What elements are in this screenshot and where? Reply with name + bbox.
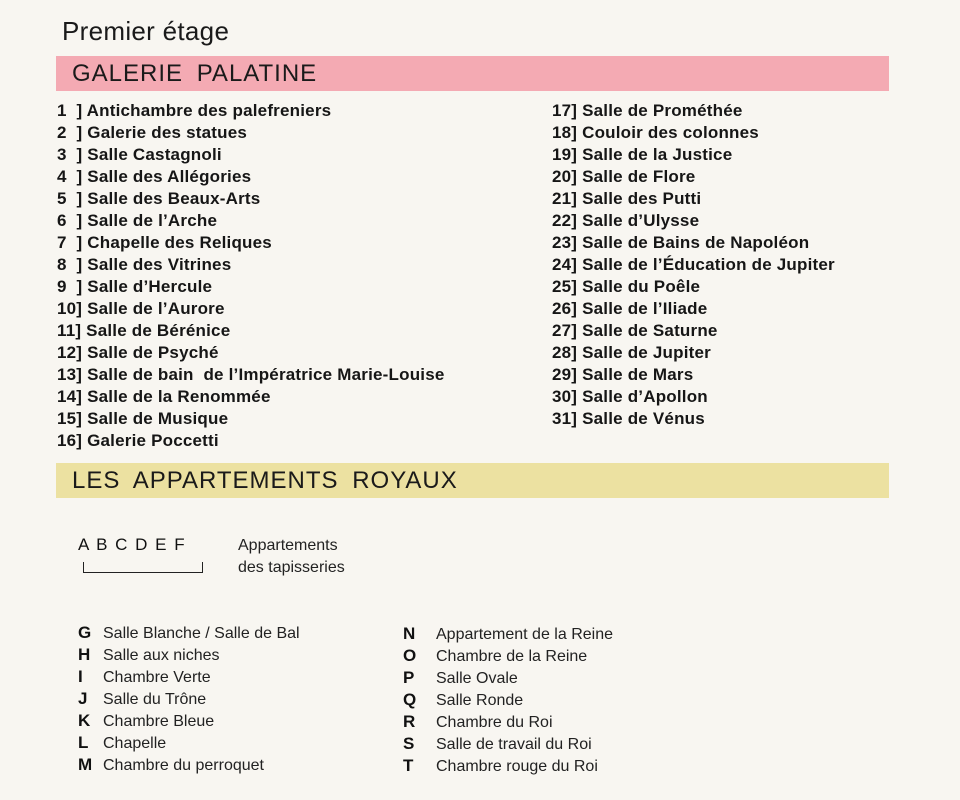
apartment-letter: H [78, 645, 91, 664]
room-item: 25] Salle du Poêle [552, 277, 701, 296]
room-item: 20] Salle de Flore [552, 167, 696, 186]
apartment-item [78, 622, 300, 644]
room-item: 30] Salle d’Apollon [552, 387, 708, 406]
apartment-name: Salle aux niches [103, 647, 220, 664]
royaux-list-left [78, 622, 300, 776]
apartment-letter: L [78, 733, 89, 752]
apartment-item [403, 755, 613, 777]
palatine-rooms-right [552, 100, 835, 430]
room-item: 24] Salle de l’Éducation de Jupiter [552, 255, 835, 274]
tapisseries-line-2: des tapisseries [238, 559, 345, 576]
tapisseries-description [238, 535, 398, 579]
apartment-name: Chambre Bleue [103, 713, 215, 730]
apartment-item [78, 666, 300, 688]
apartment-letter: S [403, 734, 415, 753]
apartment-letter: N [403, 624, 416, 643]
room-item: 13] Salle de bain de l’Impératrice Marie-Louise [57, 365, 445, 384]
apartment-item [403, 689, 613, 711]
apartment-letter: Q [403, 690, 417, 709]
apartment-name: Chapelle [103, 735, 167, 752]
room-item: 26] Salle de l’Iliade [552, 299, 708, 318]
room-item: 16] Galerie Poccetti [57, 431, 219, 450]
apartment-letter: P [403, 668, 415, 687]
appartements-royaux-heading: LES APPARTEMENTS ROYAUX [56, 463, 889, 498]
room-item: 22] Salle d’Ulysse [552, 211, 700, 230]
apartment-letter: K [78, 711, 91, 730]
apartment-letter: I [78, 667, 83, 686]
apartment-letter: M [78, 755, 93, 774]
apartment-item [403, 733, 613, 755]
apartment-letter: O [403, 646, 417, 665]
apartment-item [403, 667, 613, 689]
tapisseries-bracket [83, 562, 203, 573]
room-item: 4 ] Salle des Allégories [57, 167, 252, 186]
room-item: 5 ] Salle des Beaux-Arts [57, 189, 261, 208]
room-item: 12] Salle de Psyché [57, 343, 219, 362]
apartment-name: Salle Ronde [436, 692, 524, 709]
apartment-name: Salle du Trône [103, 691, 207, 708]
room-item: 23] Salle de Bains de Napoléon [552, 233, 810, 252]
room-item: 14] Salle de la Renommée [57, 387, 271, 406]
room-item: 1 ] Antichambre des palefreniers [57, 101, 332, 120]
apartment-item [403, 623, 613, 645]
apartment-item [403, 711, 613, 733]
room-item: 8 ] Salle des Vitrines [57, 255, 232, 274]
room-item: 27] Salle de Saturne [552, 321, 718, 340]
apartment-name: Salle de travail du Roi [436, 736, 592, 753]
apartment-letter: T [403, 756, 414, 775]
room-item: 7 ] Chapelle des Reliques [57, 233, 272, 252]
palatine-rooms-left [57, 100, 445, 452]
apartment-item [78, 710, 300, 732]
apartment-name: Chambre rouge du Roi [436, 758, 598, 775]
royaux-list-right [403, 623, 613, 777]
room-item: 28] Salle de Jupiter [552, 343, 711, 362]
apartment-letter: G [78, 623, 92, 642]
apartment-name: Chambre du Roi [436, 714, 553, 731]
room-item: 11] Salle de Bérénice [57, 321, 231, 340]
galerie-palatine-heading: GALERIE PALATINE [56, 56, 889, 91]
room-item: 31] Salle de Vénus [552, 409, 705, 428]
room-item: 19] Salle de la Justice [552, 145, 733, 164]
apartment-item [78, 732, 300, 754]
apartment-item [78, 644, 300, 666]
tapisseries-letters: A B C D E F [78, 535, 185, 554]
apartment-name: Salle Blanche / Salle de Bal [103, 625, 300, 642]
apartment-letter: R [403, 712, 416, 731]
room-item: 17] Salle de Prométhée [552, 101, 743, 120]
apartment-item [403, 645, 613, 667]
apartment-name: Appartement de la Reine [436, 626, 613, 643]
room-item: 18] Couloir des colonnes [552, 123, 759, 142]
apartment-name: Chambre de la Reine [436, 648, 588, 665]
room-item: 9 ] Salle d’Hercule [57, 277, 213, 296]
room-item: 3 ] Salle Castagnoli [57, 145, 222, 164]
apartment-item [78, 688, 300, 710]
room-item: 15] Salle de Musique [57, 409, 229, 428]
apartment-name: Chambre du perroquet [103, 757, 264, 774]
apartment-letter: J [78, 689, 88, 708]
room-item: 21] Salle des Putti [552, 189, 702, 208]
apartment-item [78, 754, 300, 776]
room-item: 10] Salle de l’Aurore [57, 299, 225, 318]
room-item: 6 ] Salle de l’Arche [57, 211, 218, 230]
tapisseries-line-1: Appartements [238, 537, 338, 554]
room-item: 29] Salle de Mars [552, 365, 694, 384]
floor-title: Premier étage [62, 16, 230, 46]
apartment-name: Chambre Verte [103, 669, 211, 686]
room-item: 2 ] Galerie des statues [57, 123, 247, 142]
apartment-name: Salle Ovale [436, 670, 518, 687]
